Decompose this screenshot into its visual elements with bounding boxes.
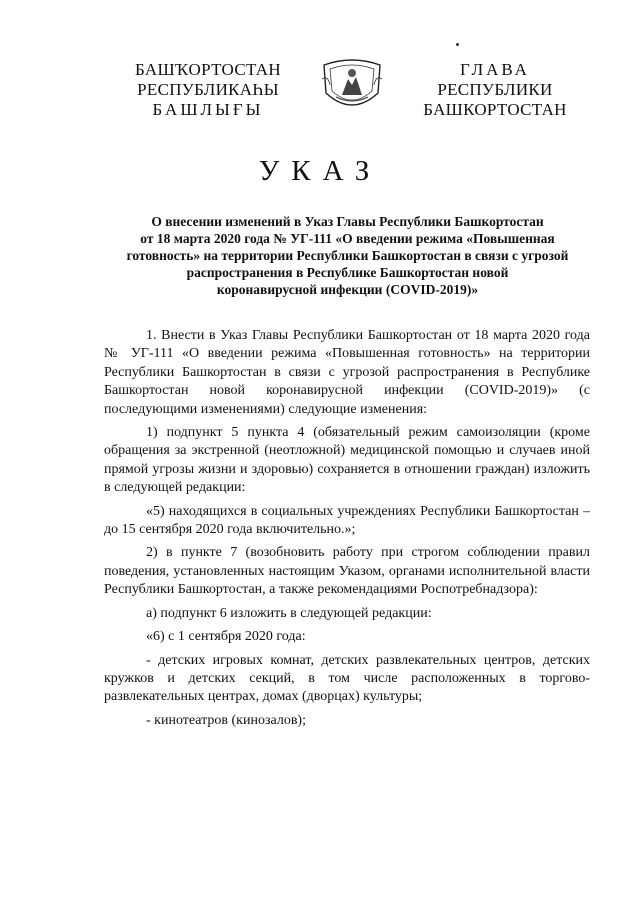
paragraph-1: 1. Внести в Указ Главы Республики Башкортостан от 18 марта 2020 года № УГ-111 «О введении режима «Повышенная готовность» на территории Республики Башкортостан в связи с угрозой распространения в Республике Башкортостан новой коронавирусной инфекции (COVID-2019)» (с последующими изменениями) следующие изменения:	[104, 328, 590, 417]
title-line-4: распространения в Республике Башкортостан новой	[186, 265, 509, 280]
paragraph-5: а) подпункт 6 изложить в следующей редакции:	[146, 605, 432, 621]
header-right-line-2: РЕСПУБЛИКИ	[437, 80, 553, 99]
paragraph-3: «5) находящихся в социальных учреждениях Республики Башкортостан – до 15 сентября 2020 года включительно.»;	[104, 503, 590, 538]
title-line-2: от 18 марта 2020 года № УГ-111 «О введении режима «Повышенная	[140, 231, 555, 246]
title-line-5: коронавирусной инфекции (COVID-2019)»	[216, 282, 479, 297]
header-left-line-2: РЕСПУБЛИКАҺЫ	[137, 80, 279, 99]
paragraph-2: 1) подпункт 5 пункта 4 (обязательный режим самоизоляции (кроме обращения за экстренной (неотложной) медицинской помощью и случаев иной прямой угрозы жизни и здоровью) сохраняется в отношении граждан) изложить в следующей редакции:	[104, 425, 590, 496]
document-type-heading: УКАЗ	[258, 155, 382, 187]
header-right-line-3: БАШКОРТОСТАН	[423, 100, 567, 119]
title-line-1: О внесении изменений в Указ Главы Республики Башкортостан	[151, 214, 544, 229]
header-right-block	[415, 60, 575, 120]
decree-body	[104, 327, 590, 735]
header-right-line-1: ГЛАВА	[460, 60, 530, 79]
header-left-block	[128, 60, 288, 120]
decree-title	[110, 213, 585, 298]
header-left-line-3: БАШЛЫҒЫ	[152, 100, 264, 119]
title-line-3: готовность» на территории Республики Башкортостан в связи с угрозой	[126, 248, 569, 263]
paragraph-8: - кинотеатров (кинозалов);	[146, 712, 306, 728]
ink-mark	[456, 43, 459, 46]
coat-of-arms-emblem-icon	[320, 55, 384, 115]
paragraph-6: «6) с 1 сентября 2020 года:	[146, 629, 306, 645]
header-left-line-1: БАШҠОРТОСТАН	[135, 60, 281, 79]
paragraph-7: - детских игровых комнат, детских развлекательных центров, детских кружков и детских секций, в том числе расположенных в торгово-развлекательных центрах, домах (дворцах) культуры;	[104, 652, 590, 705]
paragraph-4: 2) в пункте 7 (возобновить работу при строгом соблюдении правил поведения, установленных настоящим Указом, органами исполнительной власти Республики Башкортостан, а также рекомендациями Роспотребнадзора):	[104, 545, 590, 598]
